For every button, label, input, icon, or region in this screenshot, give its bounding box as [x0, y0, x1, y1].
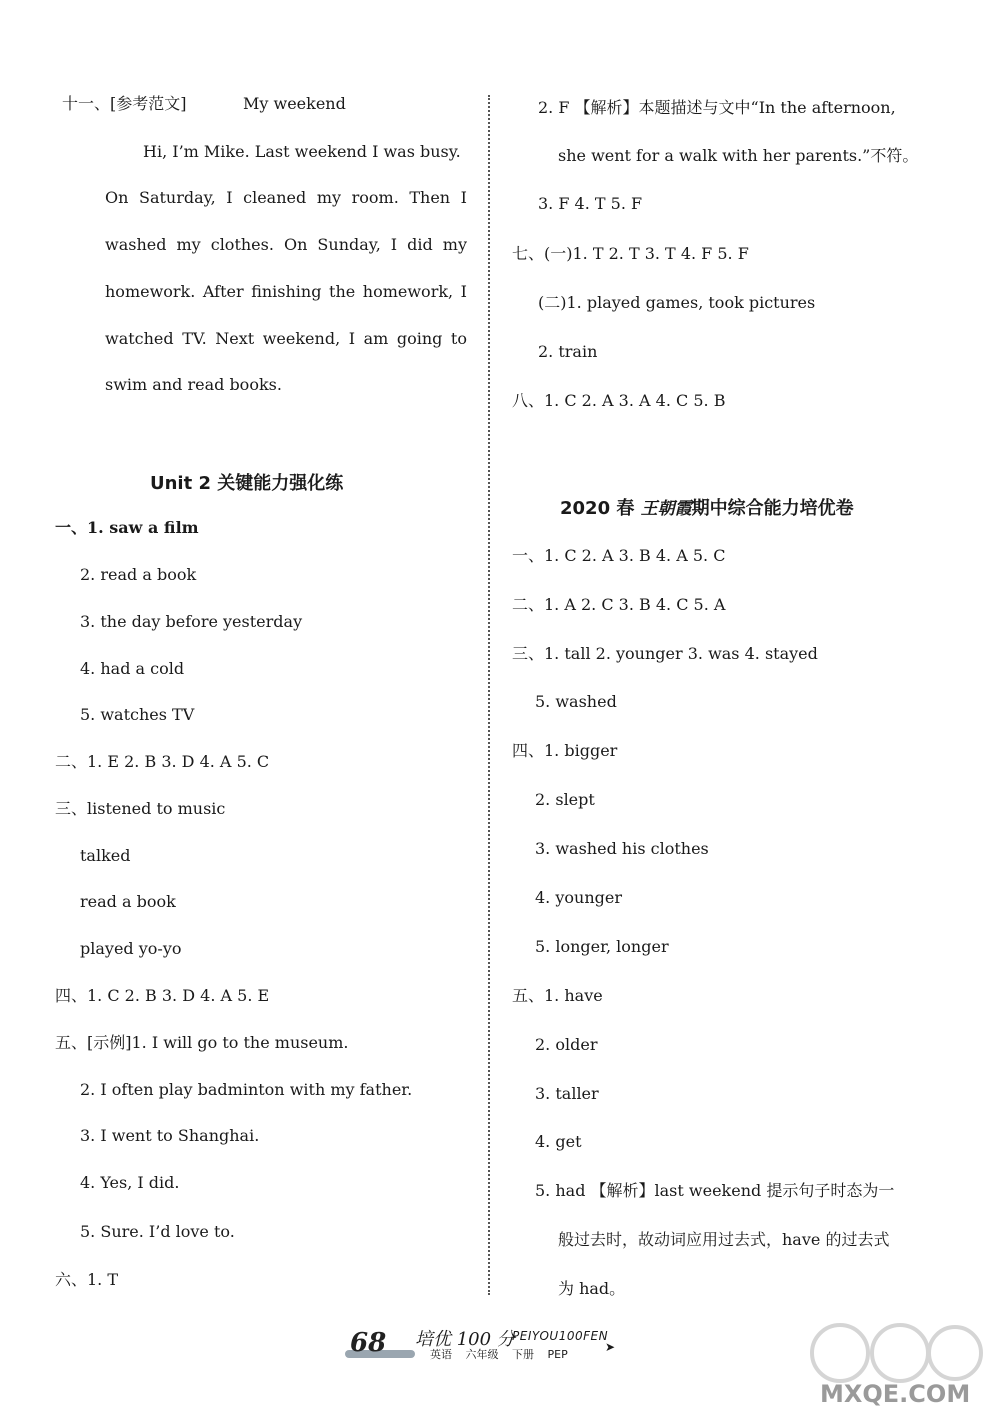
unit-heading: Unit 2 关键能力强化练	[150, 473, 344, 494]
essay-line: washed my clothes. On Sunday, I did my	[105, 235, 467, 254]
section-3-answer: 三、listened to music	[55, 799, 226, 818]
page-number: 68	[350, 1328, 387, 1358]
exam-heading-title: 期中综合能力培优卷	[691, 498, 854, 519]
answer-item: 3. I went to Shanghai.	[80, 1126, 260, 1145]
answer-item: 3. washed his clothes	[535, 839, 709, 858]
footer-title: 培优 100 分	[415, 1329, 515, 1350]
answer-explanation: 5. had 【解析】last weekend 提示句子时态为一	[535, 1181, 895, 1200]
footer-subtitle: 英语 六年级 下册 PEP	[430, 1348, 568, 1361]
answer-item: 5. longer, longer	[535, 937, 669, 956]
answer-explanation: 2. F 【解析】本题描述与文中“In the afternoon,	[538, 98, 896, 117]
essay-line: swim and read books.	[105, 375, 282, 394]
brand-logo: 王朝霞	[640, 499, 692, 519]
answer-explanation: she went for a walk with her parents.”不符。	[558, 146, 919, 165]
section-2-answers: 二、1. E 2. B 3. D 4. A 5. C	[55, 752, 270, 771]
answer-item: 2. slept	[535, 790, 595, 809]
footer-brand: PEIYOU100FEN	[512, 1329, 609, 1343]
answer-item: 5. watches TV	[80, 705, 195, 724]
answer-item: 5. washed	[535, 692, 617, 711]
answer-item: 4. had a cold	[80, 659, 185, 678]
section-5-answer: 五、[示例]1. I will go to the museum.	[55, 1033, 349, 1052]
exam-section-1: 一、1. C 2. A 3. B 4. A 5. C	[512, 546, 726, 565]
section-1-answer: 一、1. saw a film	[55, 518, 199, 537]
arrow-right-icon: ➤	[605, 1340, 616, 1354]
answer-item: 4. younger	[535, 888, 622, 907]
answer-item: 3. the day before yesterday	[80, 612, 303, 631]
section-11-label: 十一、[参考范文]	[62, 94, 187, 113]
answer-item: 2. read a book	[80, 565, 197, 584]
essay-line: On Saturday, I cleaned my room. Then I	[105, 188, 467, 207]
section-8-answers: 八、1. C 2. A 3. A 4. C 5. B	[512, 391, 726, 410]
essay-title: My weekend	[243, 94, 346, 113]
answer-item: 3. taller	[535, 1084, 599, 1103]
answer-item: read a book	[80, 892, 176, 911]
section-7-part-2: (二)1. played games, took pictures	[538, 293, 816, 312]
section-7-answers: 七、(一)1. T 2. T 3. T 4. F 5. F	[512, 244, 749, 263]
exam-section-3: 三、1. tall 2. younger 3. was 4. stayed	[512, 644, 818, 663]
section-6-answer: 六、1. T	[55, 1270, 119, 1289]
section-4-answers: 四、1. C 2. B 3. D 4. A 5. E	[55, 986, 270, 1005]
answer-item: 4. Yes, I did.	[80, 1173, 180, 1192]
answer-line: 3. F 4. T 5. F	[538, 194, 643, 213]
answer-item: 2. train	[538, 342, 598, 361]
exam-section-4: 四、1. bigger	[512, 741, 618, 760]
answer-item: 5. Sure. I’d love to.	[80, 1222, 235, 1241]
watermark-text: MXQE.COM	[820, 1380, 971, 1408]
exam-section-2: 二、1. A 2. C 3. B 4. C 5. A	[512, 595, 726, 614]
exam-section-5: 五、1. have	[512, 986, 603, 1005]
essay-line: homework. After finishing the homework, I	[105, 282, 467, 301]
answer-explanation: 般过去时，故动词应用过去式，have 的过去式	[558, 1230, 890, 1249]
essay-line: watched TV. Next weekend, I am going to	[105, 329, 467, 348]
answer-item: talked	[80, 846, 131, 865]
answer-item: 4. get	[535, 1132, 582, 1151]
answer-item: 2. older	[535, 1035, 598, 1054]
answer-item: played yo-yo	[80, 939, 182, 958]
answer-item: 2. I often play badminton with my father.	[80, 1080, 413, 1099]
essay-line: Hi, I’m Mike. Last weekend I was busy.	[143, 142, 461, 161]
column-divider	[488, 95, 490, 1295]
exam-heading	[560, 494, 854, 520]
answer-explanation: 为 had。	[558, 1279, 626, 1298]
exam-heading-year: 2020 春	[560, 498, 635, 519]
